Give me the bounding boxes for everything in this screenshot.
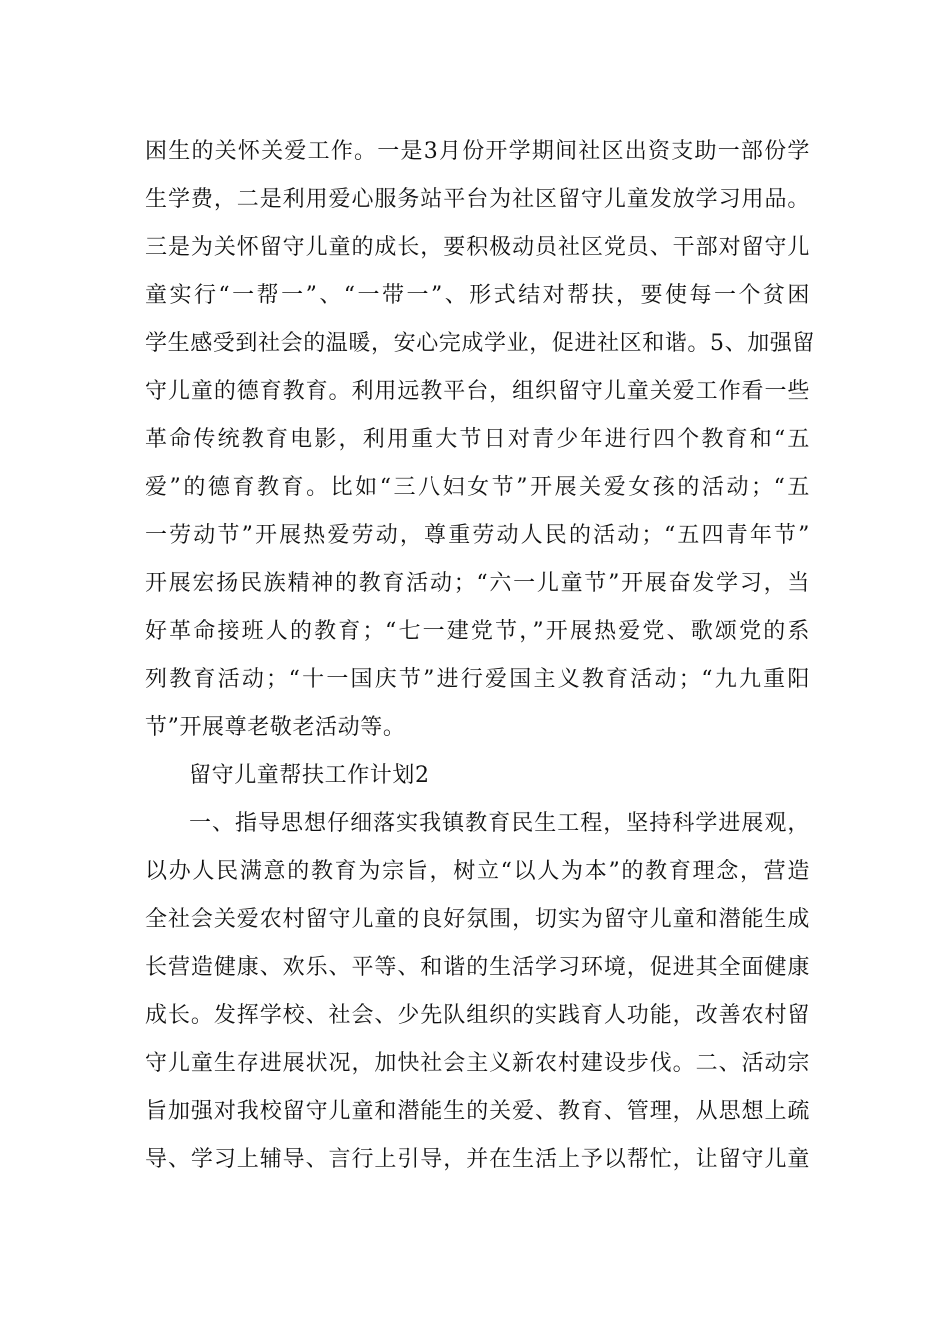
body-text-line: 学生感受到社会的温暖，安心完成学业，促进社区和谐。5、加强留: [145, 331, 815, 356]
body-text-line: 以办人民满意的教育为宗旨，树立“以人为本”的教育理念，营造: [145, 859, 810, 884]
body-text-line: 旨加强对我校留守儿童和潜能生的关爱、教育、管理，从思想上疏: [145, 1099, 810, 1124]
body-text-line: 列教育活动；“十一国庆节”进行爱国主义教育活动；“九九重阳: [145, 667, 810, 692]
body-text-line: 守儿童的德育教育。利用远教平台，组织留守儿童关爱工作看一些: [145, 379, 810, 404]
body-text-line: 成长。发挥学校、社会、少先队组织的实践育人功能，改善农村留: [145, 1003, 810, 1028]
body-text-line: 节”开展尊老敬老活动等。: [145, 715, 406, 740]
section-heading: 留守儿童帮扶工作计划2: [189, 763, 430, 788]
body-text-line: 爱”的德育教育。比如“三八妇女节”开展关爱女孩的活动；“五: [145, 475, 810, 500]
paragraph-first-line: 一、指导思想仔细落实我镇教育民生工程，坚持科学进展观，: [189, 811, 810, 836]
body-text-line: 守儿童生存进展状况，加快社会主义新农村建设步伐。二、活动宗: [145, 1051, 810, 1076]
body-text-line: 好革命接班人的教育；“七一建党节，”开展热爱党、歌颂党的系: [145, 619, 810, 644]
body-text-line: 一劳动节”开展热爱劳动，尊重劳动人民的活动；“五四青年节”: [145, 523, 810, 548]
body-text-line: 长营造健康、欢乐、平等、和谐的生活学习环境，促进其全面健康: [145, 955, 810, 980]
body-text-line: 童实行“一帮一”、“一带一”、形式结对帮扶，要使每一个贫困: [145, 283, 810, 308]
body-text-line: 开展宏扬民族精神的教育活动；“六一儿童节”开展奋发学习，当: [145, 571, 810, 596]
body-text-line: 生学费，二是利用爱心服务站平台为社区留守儿童发放学习用品。: [145, 187, 810, 212]
body-text-line: 全社会关爱农村留守儿童的良好氛围，切实为留守儿童和潜能生成: [145, 907, 810, 932]
body-text-line: 困生的关怀关爱工作。一是3月份开学期间社区出资支助一部份学: [145, 139, 810, 164]
body-text-line: 导、学习上辅导、言行上引导，并在生活上予以帮忙，让留守儿童: [145, 1147, 810, 1172]
body-text-line: 三是为关怀留守儿童的成长，要积极动员社区党员、干部对留守儿: [145, 235, 810, 260]
body-text-line: 革命传统教育电影，利用重大节日对青少年进行四个教育和“五: [145, 427, 810, 452]
